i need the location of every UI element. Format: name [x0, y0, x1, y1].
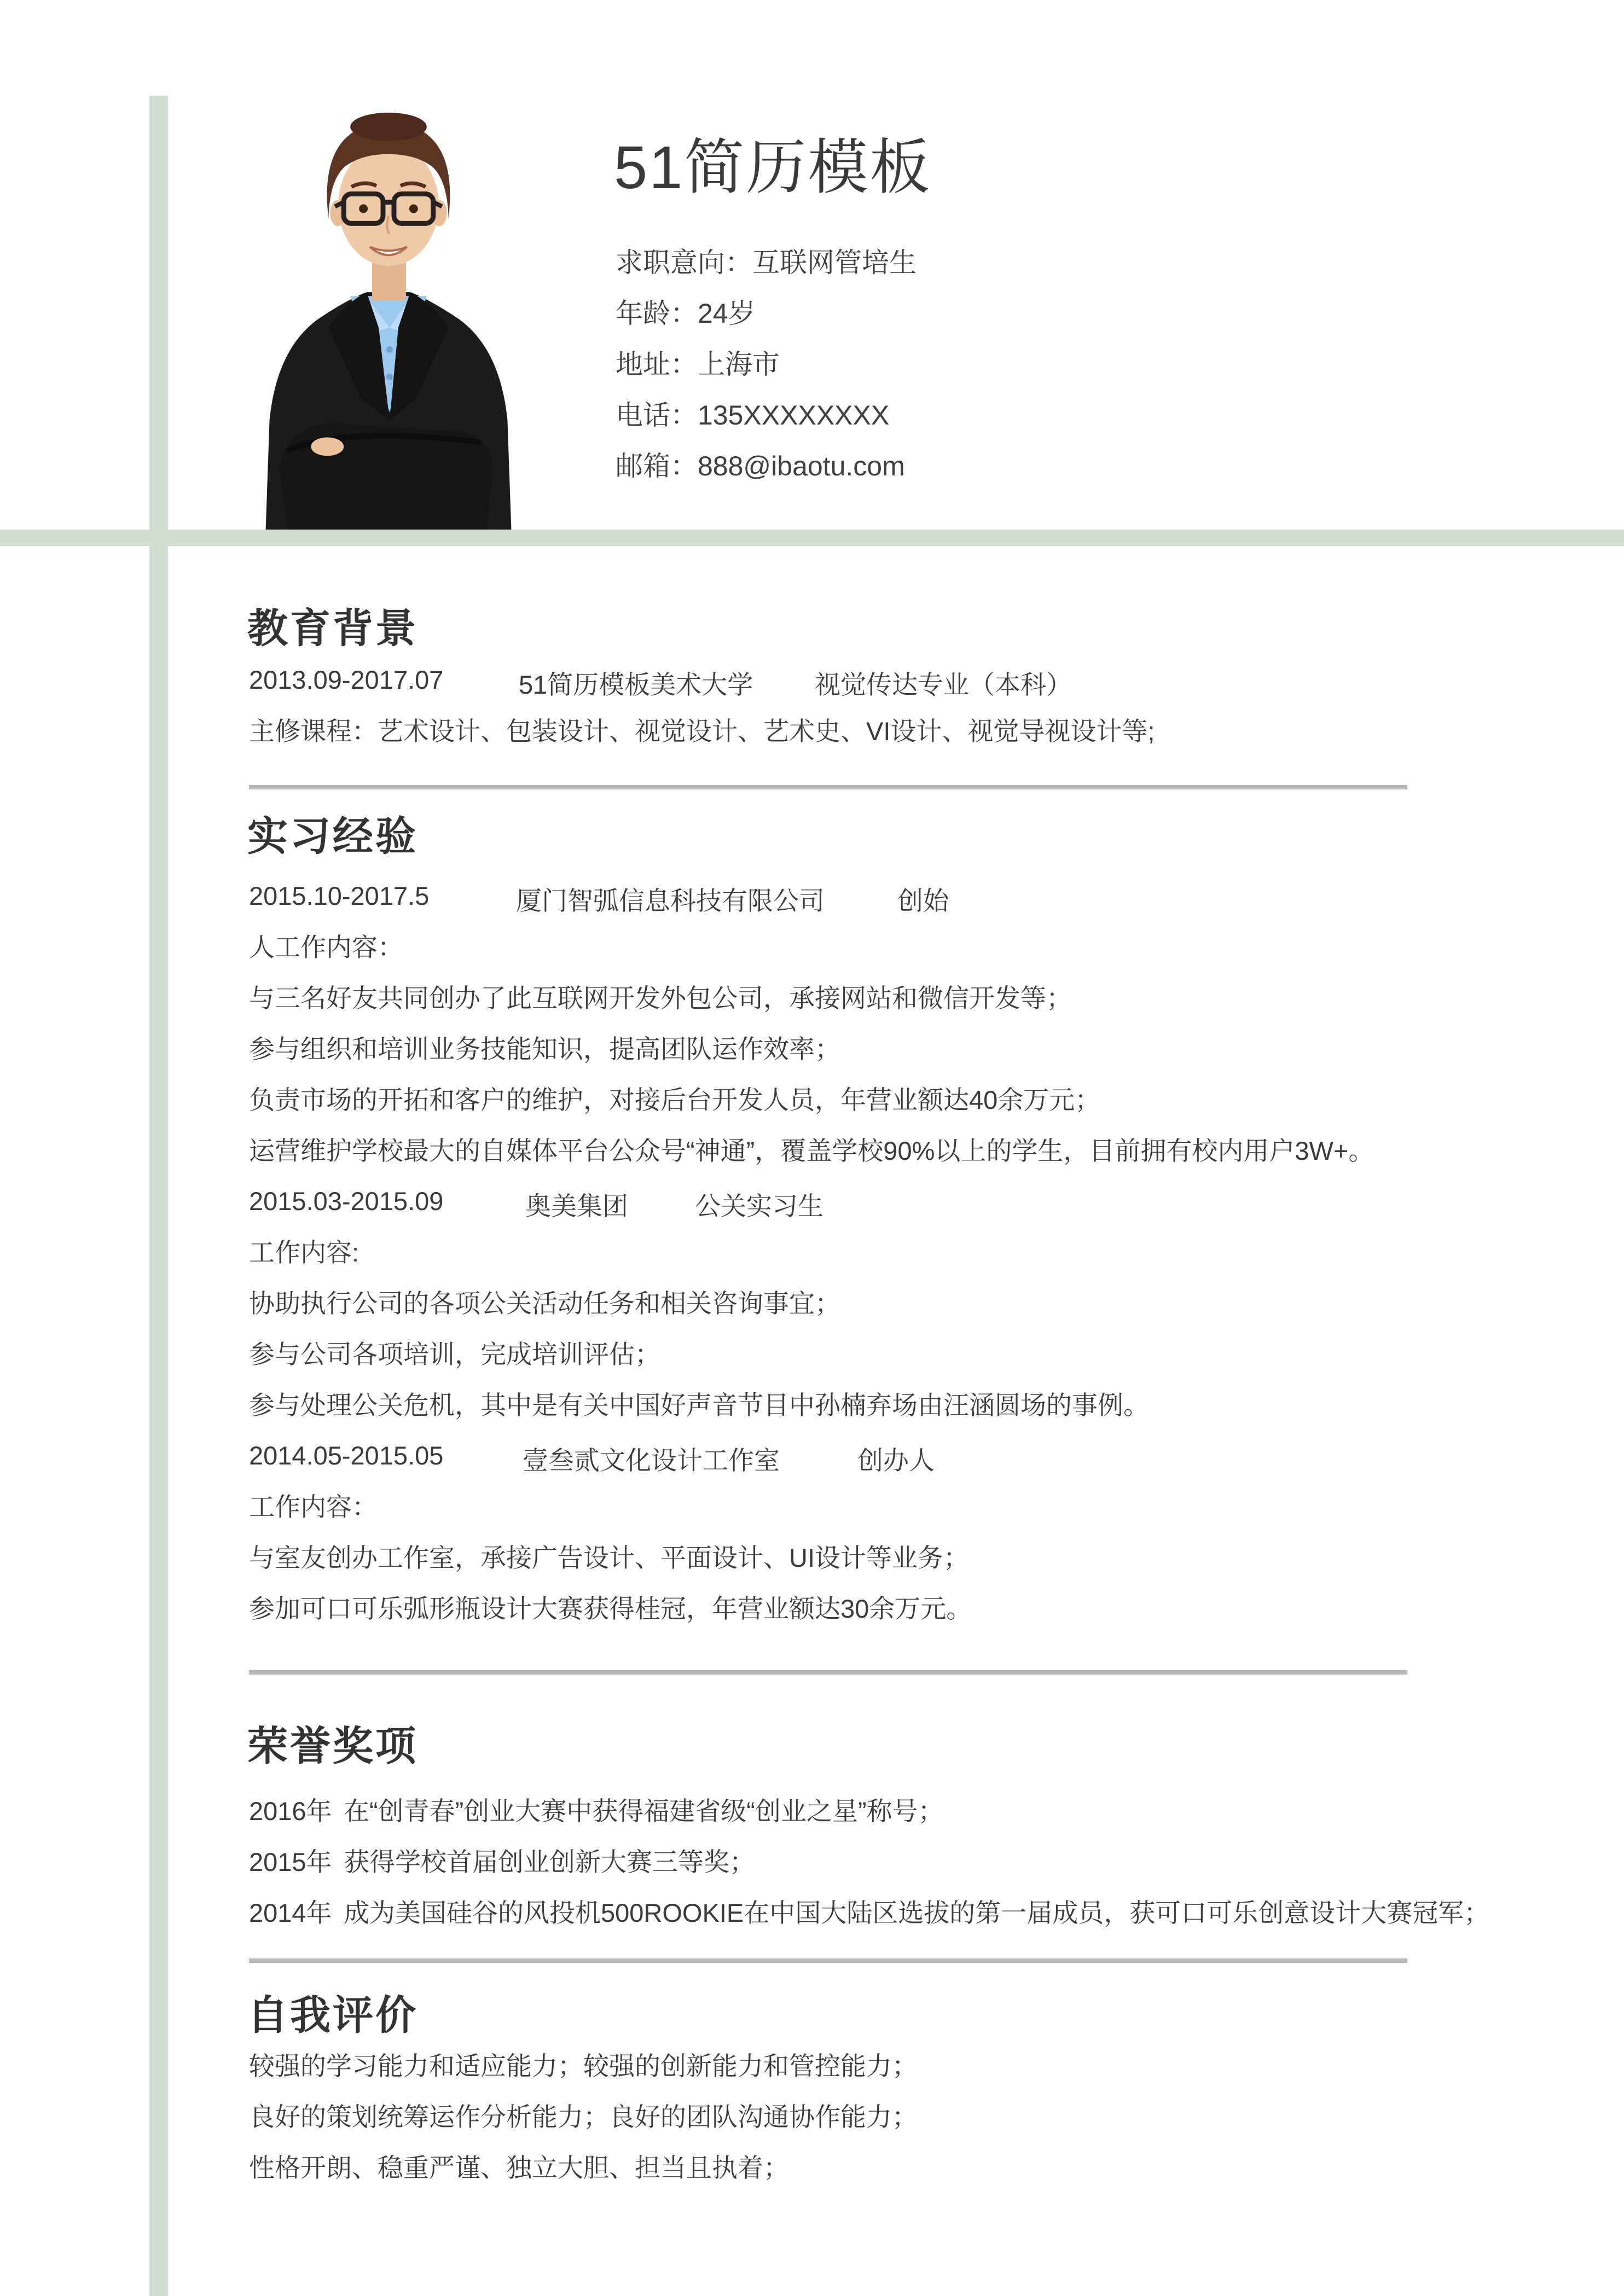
job-detail-line: 负责市场的开拓和客户的维护，对接后台开发人员，年营业额达40余万元；: [249, 1085, 1101, 1114]
page-title: 51简历模板: [614, 134, 932, 201]
job-detail-line: 参与组织和培训业务技能知识，提高团队运作效率；: [249, 1034, 840, 1063]
self-evaluation-line: 性格开朗、稳重严谨、独立大胆、担当且执着；: [249, 2153, 789, 2182]
job-detail-line: 人工作内容：: [249, 933, 403, 962]
job-detail-line: 工作内容:: [249, 1238, 359, 1267]
honor-year: 2016年: [249, 1797, 332, 1826]
job-role: 公关实习生: [695, 1191, 823, 1220]
honor-item-row: [249, 1893, 1622, 1927]
job-detail-line: 运营维护学校最大的自媒体平台公众号“神通”，覆盖学校90%以上的学生，目前拥有校内用户3W+。: [249, 1136, 1374, 1165]
job-detail-line: 工作内容：: [249, 1492, 378, 1521]
job-role: 创始: [897, 886, 949, 915]
section-divider: [249, 1670, 1407, 1675]
portrait-photo: [235, 93, 542, 530]
honor-text: 成为美国硅谷的风投机500ROOKIE在中国大陆区选拔的第一届成员，获可口可乐创意设计大赛冠军；: [344, 1898, 1490, 1927]
accent-vertical-bar: [149, 96, 168, 2296]
education-school: 51简历模板美术大学: [519, 670, 753, 699]
education-period: 2013.09-2017.07: [249, 665, 444, 694]
job-detail-line: 参与处理公关危机，其中是有关中国好声音节目中孙楠弃场由汪涵圆场的事例。: [249, 1391, 1149, 1420]
job-role: 创办人: [857, 1446, 935, 1475]
job-organization: 奥美集团: [525, 1191, 628, 1220]
job-detail-line: 参与公司各项培训，完成培训评估；: [249, 1340, 660, 1369]
education-entry-row: [249, 665, 1622, 699]
job-header-row: [249, 1440, 1622, 1474]
education-major: 视觉传达专业（本科）: [815, 670, 1072, 699]
job-period: 2014.05-2015.05: [249, 1441, 444, 1470]
section-divider: [249, 1958, 1407, 1963]
self-evaluation-line: 良好的策划统筹运作分析能力；良好的团队沟通协作能力；: [249, 2102, 918, 2131]
contact-phone: 电话：135XXXXXXXX: [616, 400, 890, 431]
education-courses: 主修课程：艺术设计、包装设计、视觉设计、艺术史、VI设计、视觉导视设计等;: [249, 717, 1155, 746]
self-evaluation-line: 较强的学习能力和适应能力；较强的创新能力和管控能力；: [249, 2051, 918, 2080]
honor-year: 2014年: [249, 1898, 332, 1927]
honor-text: 在“创青春”创业大赛中获得福建省级“创业之星”称号；: [344, 1797, 944, 1826]
contact-intent: 求职意向：互联网管培生: [616, 247, 917, 278]
honor-item-row: [249, 1791, 1622, 1825]
contact-email: 邮箱：888@ibaotu.com: [616, 451, 905, 481]
section-divider: [249, 785, 1407, 789]
honor-year: 2015年: [249, 1847, 332, 1876]
accent-horizontal-bar: [0, 530, 1624, 546]
job-organization: 厦门智弧信息科技有限公司: [516, 886, 825, 915]
section-heading-internship: 实习经验: [247, 813, 418, 859]
contact-address: 地址：上海市: [616, 349, 780, 380]
job-detail-line: 协助执行公司的各项公关活动任务和相关咨询事宜；: [249, 1289, 840, 1318]
honor-text: 获得学校首届创业创新大赛三等奖；: [344, 1847, 755, 1876]
honor-item-row: [249, 1842, 1622, 1876]
job-period: 2015.10-2017.5: [249, 881, 430, 910]
section-heading-education: 教育背景: [247, 606, 418, 651]
contact-age: 年龄：24岁: [616, 298, 756, 329]
job-detail-line: 与室友创办工作室，承接广告设计、平面设计、UI设计等业务；: [249, 1543, 969, 1572]
section-heading-honors: 荣誉奖项: [247, 1723, 418, 1769]
job-period: 2015.03-2015.09: [249, 1187, 444, 1216]
job-header-row: [249, 1186, 1622, 1220]
section-heading-self-evaluation: 自我评价: [247, 1992, 418, 2038]
job-detail-line: 参加可口可乐弧形瓶设计大赛获得桂冠，年营业额达30余万元。: [249, 1594, 972, 1623]
job-detail-line: 与三名好友共同创办了此互联网开发外包公司，承接网站和微信开发等；: [249, 984, 1072, 1013]
job-organization: 壹叁贰文化设计工作室: [523, 1446, 780, 1475]
job-header-row: [249, 881, 1622, 915]
